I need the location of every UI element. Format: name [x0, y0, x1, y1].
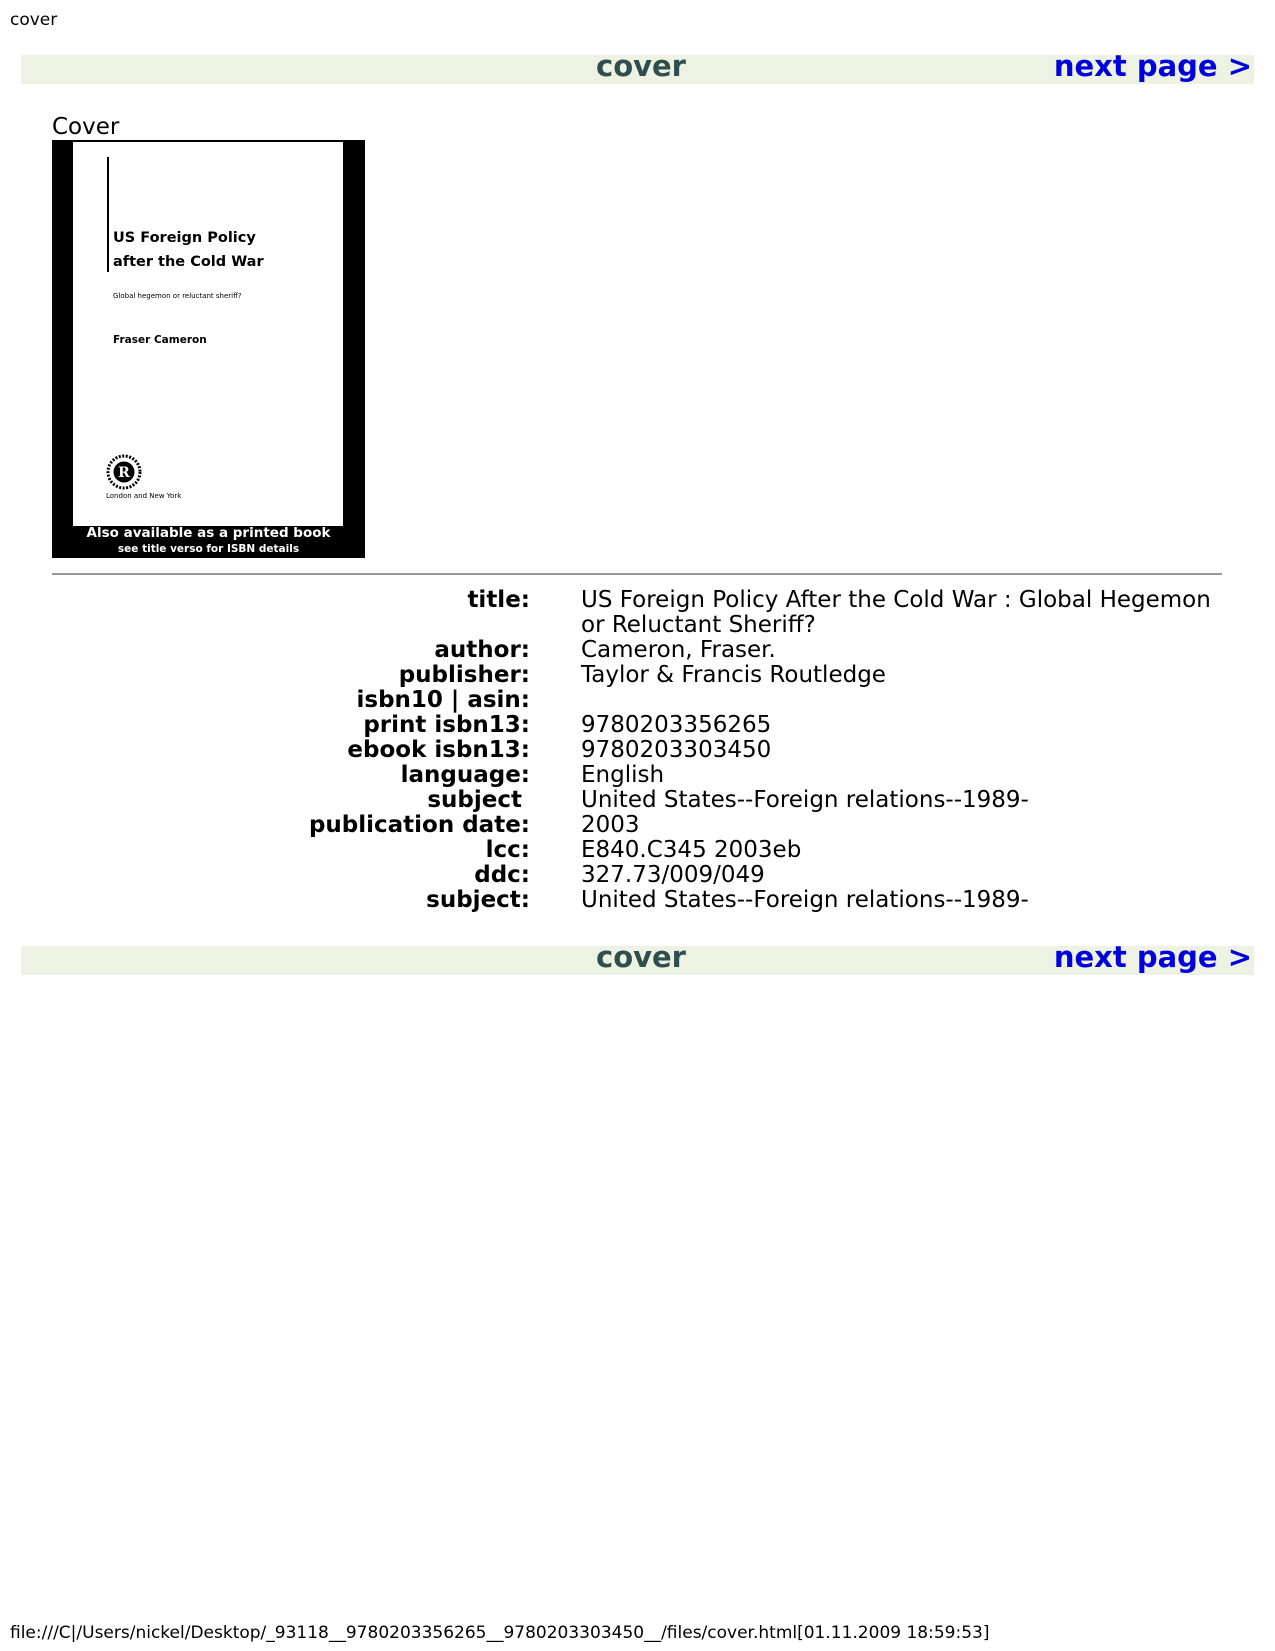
metadata-value: United States--Foreign relations--1989- — [581, 887, 1029, 913]
metadata-label: language: — [400, 762, 530, 788]
top-navigation-bar — [21, 49, 1254, 84]
current-page-label: cover — [596, 940, 686, 974]
cover-caption: Cover — [52, 114, 120, 140]
cover-title-line2: after the Cold War — [113, 254, 264, 270]
metadata-row-publisher — [0, 663, 1275, 688]
cover-author: Fraser Cameron — [113, 334, 207, 346]
metadata-label: author: — [434, 637, 530, 663]
metadata-value: E840.C345 2003eb — [581, 837, 802, 863]
metadata-value: 2003 — [581, 812, 640, 838]
metadata-value: Taylor & Francis Routledge — [581, 662, 886, 688]
metadata-row-publication-date — [0, 813, 1275, 838]
metadata-row-language — [0, 763, 1275, 788]
cover-imprint: London and New York — [106, 492, 182, 500]
metadata-value: US Foreign Policy After the Cold War : Global Hegemon or Reluctant Sheriff? — [581, 587, 1211, 638]
metadata-value: Cameron, Fraser. — [581, 637, 776, 663]
cover-title-line1: US Foreign Policy — [113, 230, 256, 246]
metadata-value: English — [581, 762, 665, 788]
metadata-label: publication date: — [308, 812, 530, 838]
metadata-label: isbn10 | asin: — [356, 687, 530, 713]
page-header-label: cover — [10, 10, 58, 30]
metadata-label: ddc: — [474, 862, 530, 888]
metadata-label: subject: — [426, 887, 530, 913]
section-divider — [52, 573, 1222, 575]
bottom-navigation-bar — [21, 940, 1254, 975]
cover-isbn-note: see title verso for ISBN details — [117, 543, 300, 555]
metadata-row-isbn10 — [0, 688, 1275, 713]
metadata-label: lcc: — [485, 837, 530, 863]
next-page-link[interactable]: next page > — [1053, 940, 1252, 974]
metadata-row-title — [0, 588, 1275, 638]
cover-subtitle: Global hegemon or reluctant sheriff? — [113, 292, 242, 300]
current-page-label: cover — [596, 49, 686, 83]
metadata-value: United States--Foreign relations--1989- — [581, 787, 1029, 813]
cover-page-area — [73, 142, 343, 526]
metadata-row-subject-2 — [0, 888, 1275, 913]
metadata-label: publisher: — [398, 662, 530, 688]
metadata-row-lcc — [0, 838, 1275, 863]
metadata-row-author — [0, 638, 1275, 663]
metadata-label: print isbn13: — [363, 712, 530, 738]
cover-image — [52, 140, 365, 558]
metadata-value: 9780203356265 — [581, 712, 772, 738]
metadata-row-print-isbn13 — [0, 713, 1275, 738]
metadata-label: subject — [427, 787, 522, 813]
metadata-table — [0, 588, 1275, 913]
next-page-link[interactable]: next page > — [1053, 49, 1252, 83]
metadata-row-ebook-isbn13 — [0, 738, 1275, 763]
svg-text:R: R — [118, 465, 130, 481]
metadata-value: 9780203303450 — [581, 737, 772, 763]
metadata-row-subject — [0, 788, 1275, 813]
cover-vertical-rule — [107, 157, 109, 272]
file-path-footer: file:///C|/Users/nickel/Desktop/_93118__9780203356265__9780203303450__/files/cover.html[01.11.2009 18:59:53] — [10, 1623, 990, 1643]
metadata-label: title: — [467, 587, 530, 613]
metadata-label: ebook isbn13: — [347, 737, 530, 763]
metadata-row-ddc — [0, 863, 1275, 888]
cover-book-title — [113, 226, 264, 274]
cover-availability-note: Also available as a printed book — [86, 525, 331, 541]
metadata-value: 327.73/009/049 — [581, 862, 765, 888]
publisher-logo-icon — [106, 454, 142, 490]
metadata-value — [581, 688, 1221, 713]
